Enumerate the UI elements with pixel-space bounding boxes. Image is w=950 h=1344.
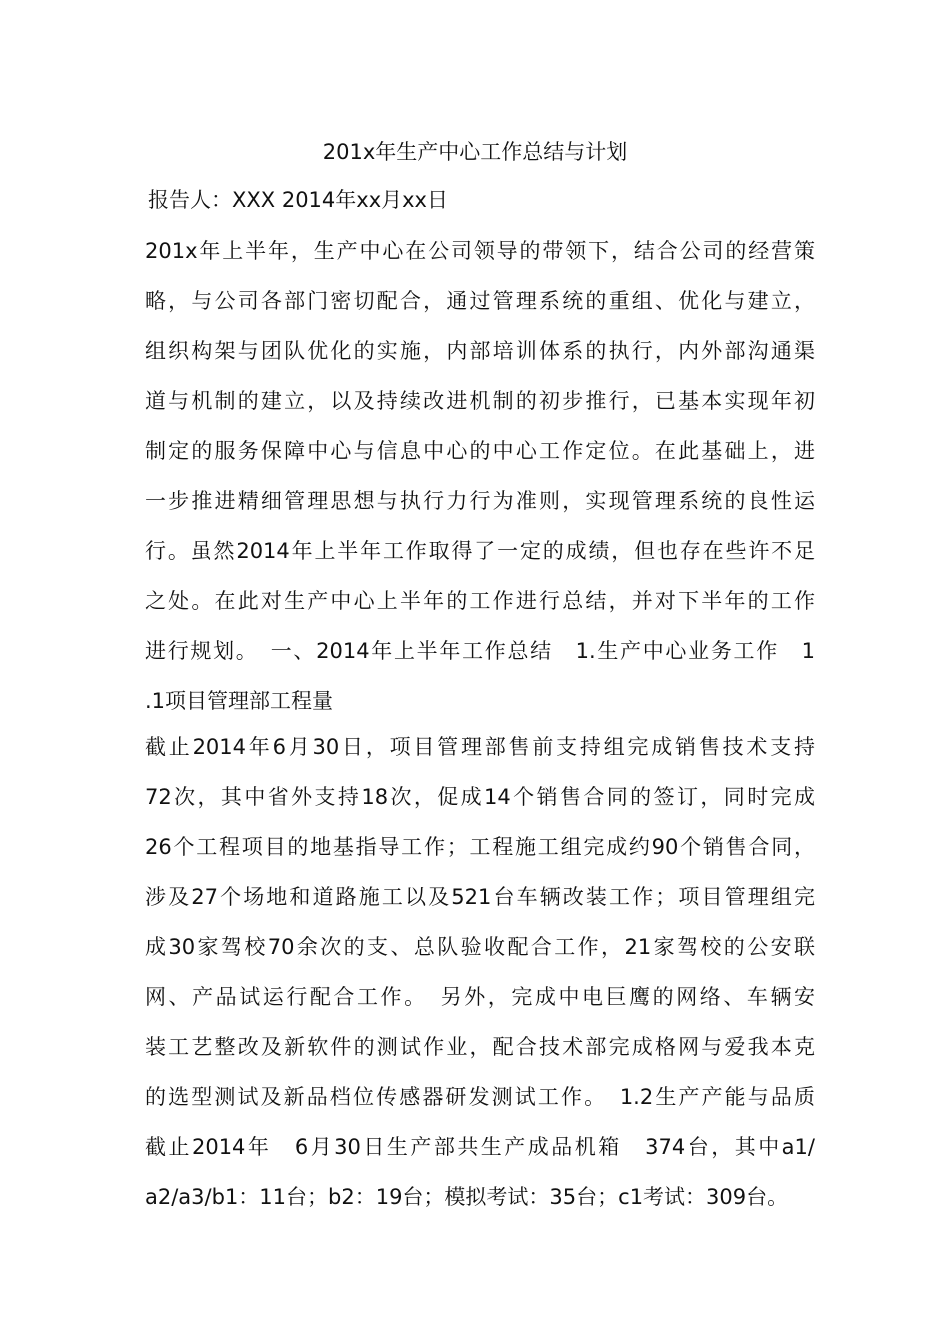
text-line: 201x年上半年，生产中心在公司领导的带领下，结合公司的经营策 (145, 239, 815, 263)
text-line: 的选型测试及新品档位传感器研发测试工作。 1.2生产产能与品质 (145, 1085, 815, 1109)
text-line: 之处。在此对生产中心上半年的工作进行总结，并对下半年的工作 (145, 589, 815, 613)
paragraph-2 (145, 722, 815, 1222)
text-line: 装工艺整改及新软件的测试作业，配合技术部完成格网与爱我本克 (145, 1035, 815, 1059)
text-line: 截止2014年6月30日，项目管理部售前支持组完成销售技术支持 (145, 735, 815, 759)
text-line: 涉及27个场地和道路施工以及521台车辆改装工作；项目管理组完 (145, 885, 815, 909)
text-line: 截止2014年 6月30日生产部共生产成品机箱 374台，其中a1/ (145, 1135, 815, 1159)
document-title: 201x年生产中心工作总结与计划 (322, 140, 628, 164)
text-line: .1项目管理部工程量 (145, 689, 334, 713)
text-line: 略，与公司各部门密切配合，通过管理系统的重组、优化与建立， (145, 289, 815, 313)
text-line: 进行规划。 一、2014年上半年工作总结 1.生产中心业务工作 1 (145, 639, 815, 663)
reporter-line: 报告人：XXX 2014年xx月xx日 (148, 188, 448, 212)
text-line: 行。虽然2014年上半年工作取得了一定的成绩，但也存在些许不足 (145, 539, 815, 563)
text-line: a2/a3/b1：11台；b2：19台；模拟考试：35台；c1考试：309台。 (145, 1185, 789, 1209)
text-line: 制定的服务保障中心与信息中心的中心工作定位。在此基础上，进 (145, 439, 815, 463)
text-line: 道与机制的建立，以及持续改进机制的初步推行，已基本实现年初 (145, 389, 815, 413)
text-line: 网、产品试运行配合工作。 另外，完成中电巨鹰的网络、车辆安 (145, 985, 815, 1009)
text-line: 72次，其中省外支持18次，促成14个销售合同的签订，同时完成 (145, 785, 815, 809)
paragraph-1 (145, 226, 815, 726)
text-line: 26个工程项目的地基指导工作；工程施工组完成约90个销售合同， (145, 835, 815, 859)
text-line: 组织构架与团队优化的实施，内部培训体系的执行，内外部沟通渠 (145, 339, 815, 363)
text-line: 成30家驾校70余次的支、总队验收配合工作，21家驾校的公安联 (145, 935, 815, 959)
text-line: 一步推进精细管理思想与执行力行为准则，实现管理系统的良性运 (145, 489, 815, 513)
